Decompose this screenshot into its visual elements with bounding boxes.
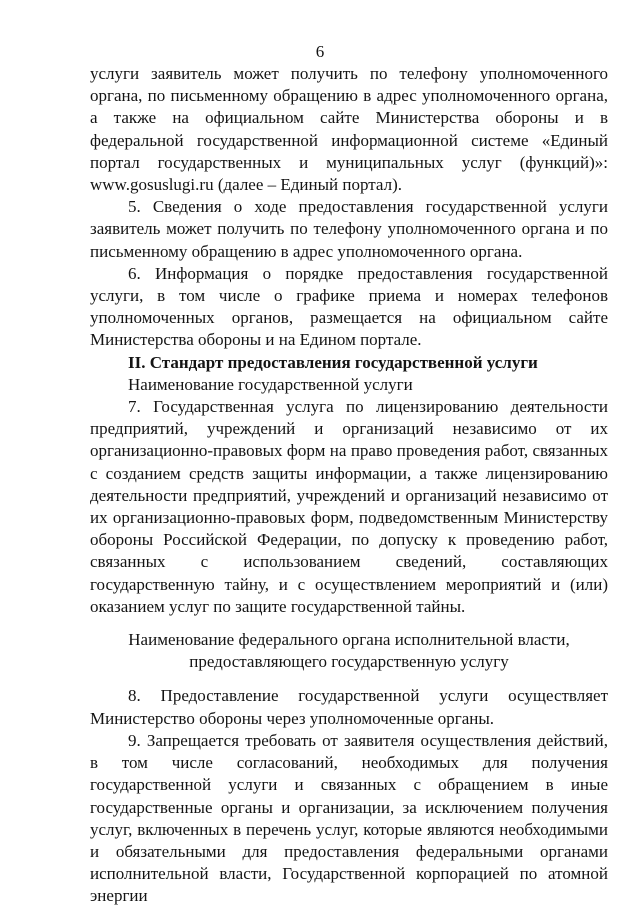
document-body — [90, 63, 608, 908]
subheading-authority — [90, 629, 608, 673]
subheading-service-name: Наименование государственной услуги — [128, 374, 413, 394]
section-heading: II. Стандарт предоставления государственной услуги — [128, 352, 538, 372]
paragraph-4-continued: услуги заявитель может получить по телефону уполномоченного органа, по письменному обращению в адрес уполномоченного органа, а также на официальном сайте Министерства обороны и в федеральной государственной информационной системе «Единый портал государственных и муниципальных услуг (функций)»: www.gosuslugi.ru (далее – Единый портал). — [90, 64, 608, 195]
paragraph-6: 6. Информация о порядке предоставления государственной услуги, в том числе о графике приема и номерах телефонов уполномоченных органов, размещается на официальном сайте Министерства обороны и на Едином портале. — [90, 263, 608, 350]
paragraph-9: 9. Запрещается требовать от заявителя осуществления действий, в том числе согласований, необходимых для получения государственной услуги и связанных с обращением в иные государственные органы и организации, за исключением получения услуг, включенных в перечень услуг, которые являются необходимыми и обязательными для предоставления федеральными органами исполнительной власти, Государственной корпорацией по атомной энергии — [90, 730, 608, 906]
subheading-authority-line-2: предоставляющего государственную услугу — [189, 652, 509, 672]
paragraph-7: 7. Государственная услуга по лицензированию деятельности предприятий, учреждений и организаций независимо от их организационно-правовых форм на право проведения работ, связанных с созданием средств защиты информации, а также лицензированию деятельности предприятий, учреждений и организаций независимо от их организационно-правовых форм, подведомственным Министерству обороны Российской Федерации, по допуску к проведению работ, связанных с использованием сведений, составляющих государственную тайну, и с осуществлением мероприятий и (или) оказанием услуг по защите государственной тайны. — [90, 397, 608, 616]
paragraph-8: 8. Предоставление государственной услуги осуществляет Министерство обороны через уполномоченные органы. — [90, 686, 608, 728]
paragraph-5: 5. Сведения о ходе предоставления государственной услуги заявитель может получить по телефону уполномоченного органа и по письменному обращению в адрес уполномоченного органа. — [90, 197, 608, 261]
subheading-authority-line-1: Наименование федерального органа исполнительной власти, — [128, 630, 570, 650]
page-number: 6 — [315, 42, 325, 61]
